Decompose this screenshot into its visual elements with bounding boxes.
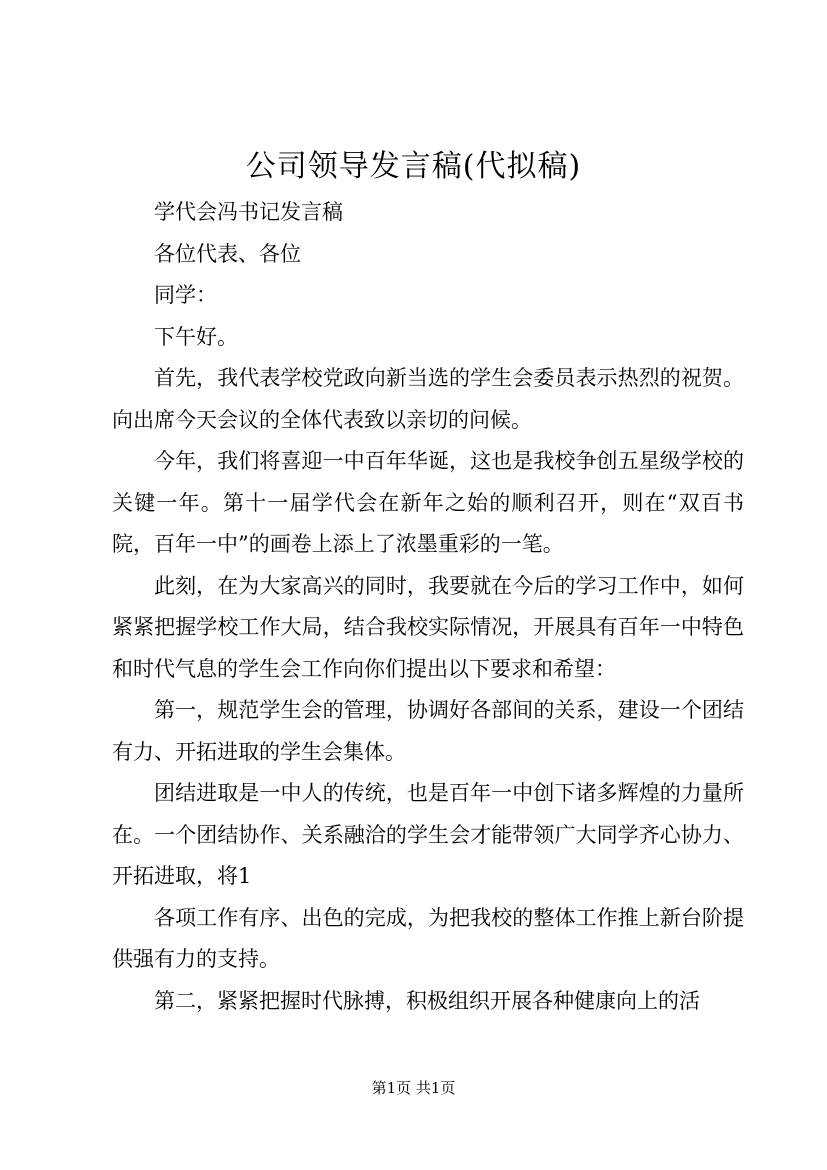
paragraph: 各位代表、各位	[154, 241, 301, 266]
paragraph: 同学：	[154, 283, 217, 307]
paragraph: 团结进取是一中人的传统，也是百年一中创下诸多辉煌的力量所在。一个团结协作、关系融洽的学生会才能带领广大同学齐心协力、开拓进取，将1	[112, 781, 744, 888]
paragraph: 今年，我们将喜迎一中百年华诞，这也是我校争创五星级学校的关键一年。第十一届学代会在新年之始的顺利召开，则在“双百书院，百年一中”的画卷上添上了浓墨重彩的一笔。	[112, 449, 744, 556]
document-title: 公司领导发言稿(代拟稿)	[245, 149, 582, 184]
paragraph: 学代会冯书记发言稿	[154, 200, 343, 224]
paragraph: 第二，紧紧把握时代脉搏，积极组织开展各种健康向上的活	[154, 988, 700, 1013]
paragraph: 下午好。	[154, 324, 238, 349]
document-body	[112, 192, 744, 1022]
paragraph: 各项工作有序、出色的完成，为把我校的整体工作推上新台阶提供强有力的支持。	[112, 905, 744, 971]
paragraph: 此刻，在为大家高兴的同时，我要就在今后的学习工作中，如何紧紧把握学校工作大局，结合我校实际情况，开展具有百年一中特色和时代气息的学生会工作向你们提出以下要求和希望：	[112, 573, 744, 681]
paragraph: 首先，我代表学校党政向新当选的学生会委员表示热烈的祝贺。向出席今天会议的全体代表致以亲切的问候。	[112, 366, 744, 432]
paragraph: 第一，规范学生会的管理，协调好各部间的关系，建设一个团结有力、开拓进取的学生会集体。	[112, 698, 744, 764]
page-footer: 第1页 共1页	[371, 1079, 456, 1097]
